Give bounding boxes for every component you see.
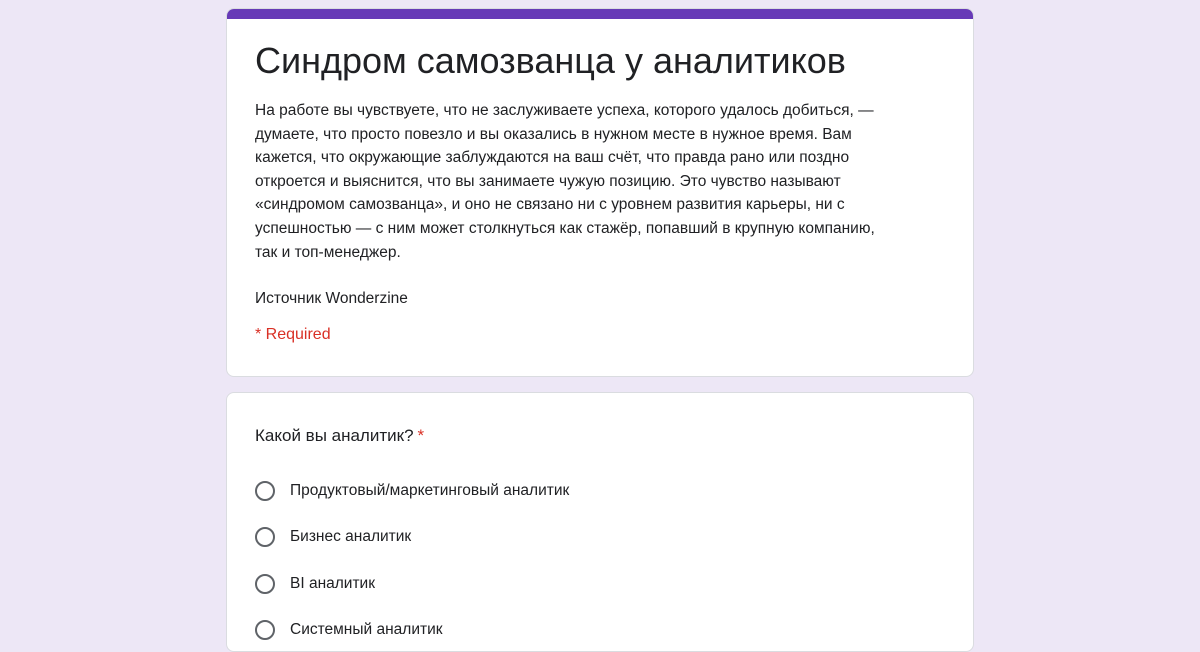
option-label: BI аналитик (290, 575, 375, 592)
question-title (255, 424, 424, 448)
form-description (255, 99, 955, 264)
description-line: откроется и выяснится, что вы занимаете чужую позицию. Это чувство называют (255, 172, 841, 190)
option-label: Системный аналитик (290, 621, 443, 638)
radio-button[interactable] (255, 481, 275, 501)
option-product-marketing[interactable] (255, 478, 569, 504)
form-header-card (226, 8, 974, 377)
option-systems[interactable] (255, 617, 443, 643)
header-accent-band (227, 9, 973, 19)
required-note: * Required (255, 326, 331, 343)
option-label: Продуктовый/маркетинговый аналитик (290, 482, 570, 499)
question-card (226, 392, 974, 652)
option-label: Бизнес аналитик (290, 528, 412, 545)
option-business[interactable] (255, 524, 411, 550)
radio-button[interactable] (255, 527, 275, 547)
form-title: Синдром самозванца у аналитиков (255, 40, 846, 81)
radio-button[interactable] (255, 620, 275, 640)
form-source: Источник Wonderzine (255, 290, 408, 307)
description-line: «синдромом самозванца», и оно не связано ни с уровнем развития карьеры, ни с (255, 196, 845, 214)
question-title-text: Какой вы аналитик? (255, 426, 414, 445)
description-line: так и топ-менеджер. (255, 243, 401, 261)
radio-button[interactable] (255, 574, 275, 594)
description-line: успешностью — с ним может столкнуться как стажёр, попавший в крупную компанию, (255, 219, 875, 237)
required-star: * (417, 426, 425, 445)
description-line: думаете, что просто повезло и вы оказались в нужном месте в нужное время. Вам (255, 125, 852, 143)
option-bi[interactable] (255, 571, 375, 597)
description-line: На работе вы чувствуете, что не заслуживаете успеха, которого удалось добиться, — (255, 102, 874, 119)
description-line: кажется, что окружающие заблуждаются на ваш счёт, что правда рано или поздно (255, 149, 850, 167)
